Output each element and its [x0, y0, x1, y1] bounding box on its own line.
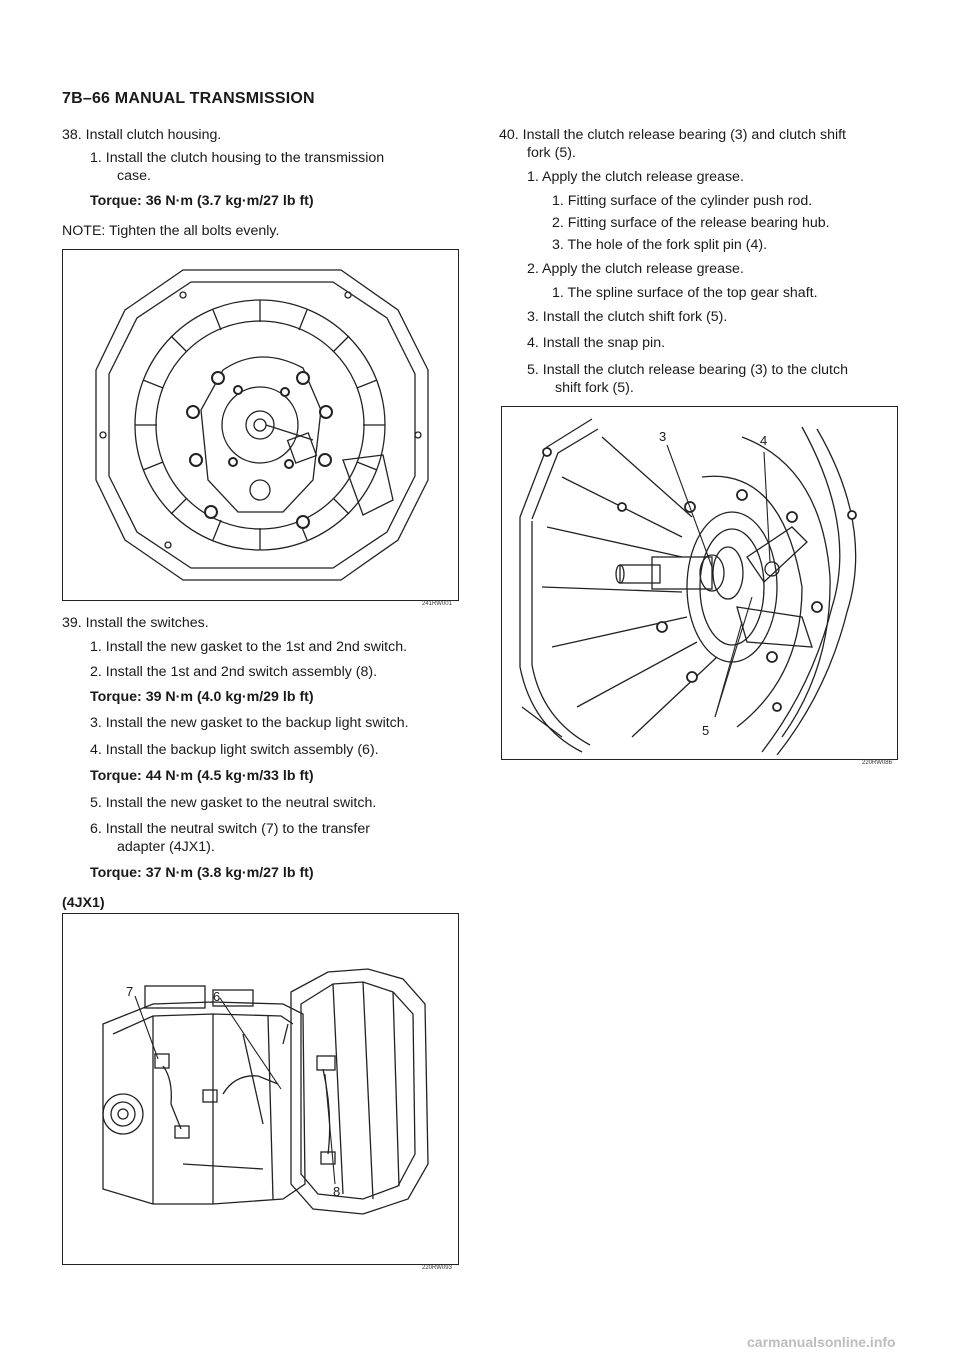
step-40-item-3: 3. Install the clutch shift fork (5). — [527, 309, 728, 325]
step-39-item-6: 6. Install the neutral switch (7) to the transfer — [90, 821, 370, 837]
step-39-item-1: 1. Install the new gasket to the 1st and 2nd switch. — [90, 639, 408, 655]
step-39-torque-3: Torque: 37 N·m (3.8 kg·m/27 lb ft) — [90, 865, 314, 881]
transmission-switches-drawing — [63, 914, 458, 1264]
variant-label: (4JX1) — [62, 895, 105, 911]
figure-code-2: 220RW093 — [422, 1265, 452, 1271]
step-40-item-1-1: 1. Fitting surface of the cylinder push rod. — [552, 193, 813, 209]
figure-code-1: 241RW001 — [422, 601, 452, 607]
step-39-item-6-cont: adapter (4JX1). — [117, 839, 215, 855]
step-40-item-5: 5. Install the clutch release bearing (3) to the clutch — [527, 362, 848, 378]
step-38-item-1: 1. Install the clutch housing to the transmission — [90, 150, 385, 166]
step-39-title: 39. Install the switches. — [62, 615, 209, 631]
step-38-item-1-cont: case. — [117, 168, 151, 184]
step-39-torque-2: Torque: 44 N·m (4.5 kg·m/33 lb ft) — [90, 768, 314, 784]
step-39-item-4: 4. Install the backup light switch assembly (6). — [90, 742, 379, 758]
callout-6: 6 — [213, 989, 221, 1004]
step-39-item-3: 3. Install the new gasket to the backup light switch. — [90, 715, 409, 731]
clutch-housing-figure — [62, 249, 459, 601]
transmission-switches-figure — [62, 913, 459, 1265]
step-38-torque: Torque: 36 N·m (3.7 kg·m/27 lb ft) — [90, 193, 314, 209]
callout-3: 3 — [659, 429, 667, 444]
step-38-title: 38. Install clutch housing. — [62, 127, 222, 143]
step-40-item-1: 1. Apply the clutch release grease. — [527, 169, 744, 185]
figure-code-3: 220RW086 — [862, 760, 892, 766]
clutch-housing-drawing — [63, 250, 458, 600]
step-40-title: 40. Install the clutch release bearing (3) and clutch shift — [499, 127, 846, 143]
step-40-item-2: 2. Apply the clutch release grease. — [527, 261, 744, 277]
step-40-item-1-3: 3. The hole of the fork split pin (4). — [552, 237, 768, 253]
release-bearing-drawing — [502, 407, 897, 759]
step-40-item-2-1: 1. The spline surface of the top gear shaft. — [552, 285, 818, 301]
step-39-item-2: 2. Install the 1st and 2nd switch assembly (8). — [90, 664, 378, 680]
step-40-title-cont: fork (5). — [527, 145, 576, 161]
step-40-item-1-2: 2. Fitting surface of the release bearing hub. — [552, 215, 830, 231]
step-40-item-5-cont: shift fork (5). — [555, 380, 634, 396]
callout-4: 4 — [760, 433, 768, 448]
step-39-item-5: 5. Install the new gasket to the neutral switch. — [90, 795, 377, 811]
watermark: carmanualsonline.info — [747, 1334, 896, 1350]
callout-7: 7 — [126, 984, 134, 999]
step-40-item-4: 4. Install the snap pin. — [527, 335, 666, 351]
callout-5: 5 — [702, 723, 710, 738]
step-38-note: NOTE: Tighten the all bolts evenly. — [62, 223, 280, 239]
release-bearing-figure — [501, 406, 898, 760]
page-header: 7B–66 MANUAL TRANSMISSION — [62, 90, 315, 107]
step-39-torque-1: Torque: 39 N·m (4.0 kg·m/29 lb ft) — [90, 689, 314, 705]
callout-8: 8 — [333, 1184, 341, 1199]
